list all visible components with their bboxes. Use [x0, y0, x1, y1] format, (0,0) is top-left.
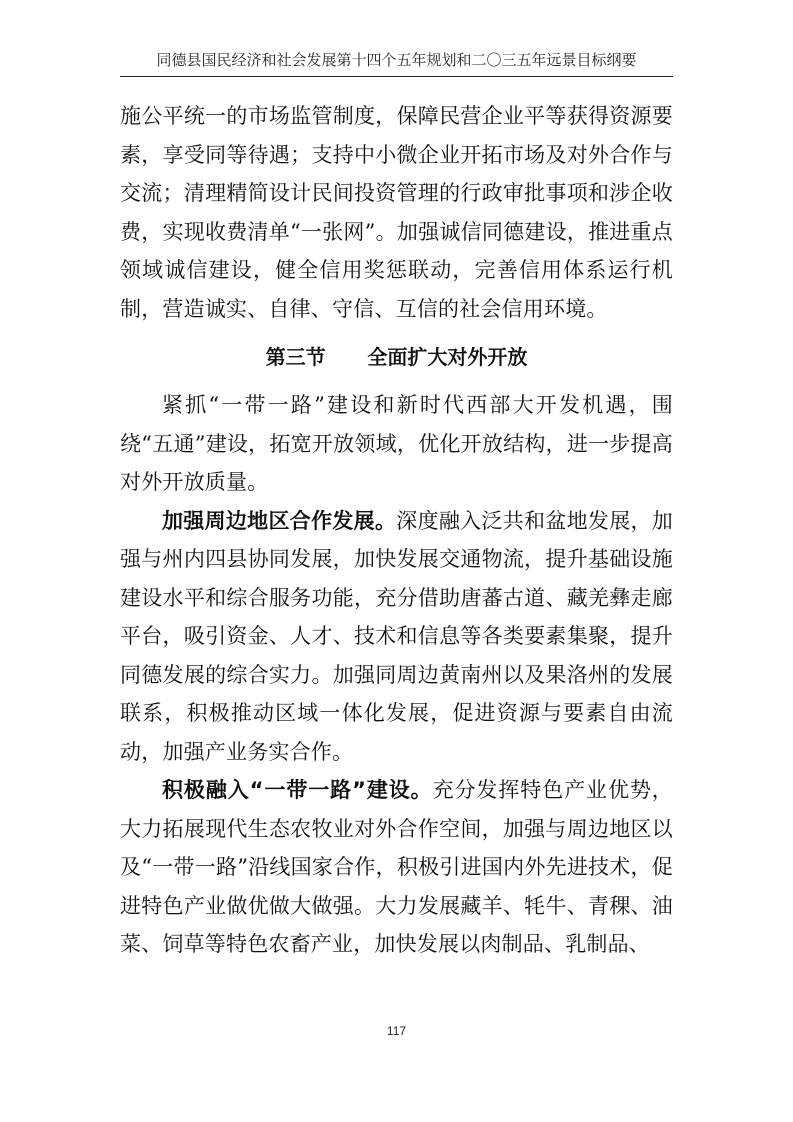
section-heading [120, 333, 673, 381]
paragraph-regional-cooperation [120, 502, 673, 772]
section-title: 全面扩大对外开放 [367, 345, 528, 369]
running-header: 同德县国民经济和社会发展第十四个五年规划和二〇三五年远景目标纲要 [156, 51, 637, 69]
paragraph-continued: 施公平统一的市场监管制度，保障民营企业平等获得资源要素，享受同等待遇；支持中小微企业开拓市场及对外合作与交流；清理精简设计民间投资管理的行政审批事项和涉企收费，实现收费清单“一张网”。加强诚信同德建设，推进重点领域诚信建设，健全信用奖惩联动，完善信用体系运行机制，营造诚实、自律、守信、互信的社会信用环境。 [120, 104, 673, 321]
paragraph-belt-and-road [120, 771, 673, 964]
paragraph-lead-heading: 积极融入“一带一路”建设。 [162, 778, 433, 802]
page-body [120, 97, 673, 964]
paragraph-text: 深度融入泛共和盆地发展，加强与州内四县协同发展，加快发展交通物流，提升基础设施建设水平和综合服务功能，充分借助唐蕃古道、藏羌彝走廊平台，吸引资金、人才、技术和信息等各类要素集聚，提升同德发展的综合实力。加强同周边黄南州以及果洛州的发展联系，积极推动区域一体化发展，促进资源与要素自由流动，加强产业务实合作。 [120, 508, 673, 764]
paragraph-lead-heading: 加强周边地区合作发展。 [162, 508, 397, 533]
paragraph-text: 充分发挥特色产业优势，大力拓展现代生态农牧业对外合作空间，加强与周边地区以及“一带一路”沿线国家合作，积极引进国内外先进技术，促进特色产业做优做大做强。大力发展藏羊、牦牛、青稞、油菜、饲草等特色农畜产业，加快发展以肉制品、乳制品、 [120, 778, 674, 956]
page-number: 117 [386, 1024, 407, 1038]
section-intro-paragraph: 紧抓“一带一路”建设和新时代西部大开发机遇，围绕“五通”建设，拓宽开放领域，优化开放结构，进一步提高对外开放质量。 [120, 393, 673, 494]
section-number: 第三节 [265, 345, 326, 369]
header-divider [120, 76, 673, 77]
